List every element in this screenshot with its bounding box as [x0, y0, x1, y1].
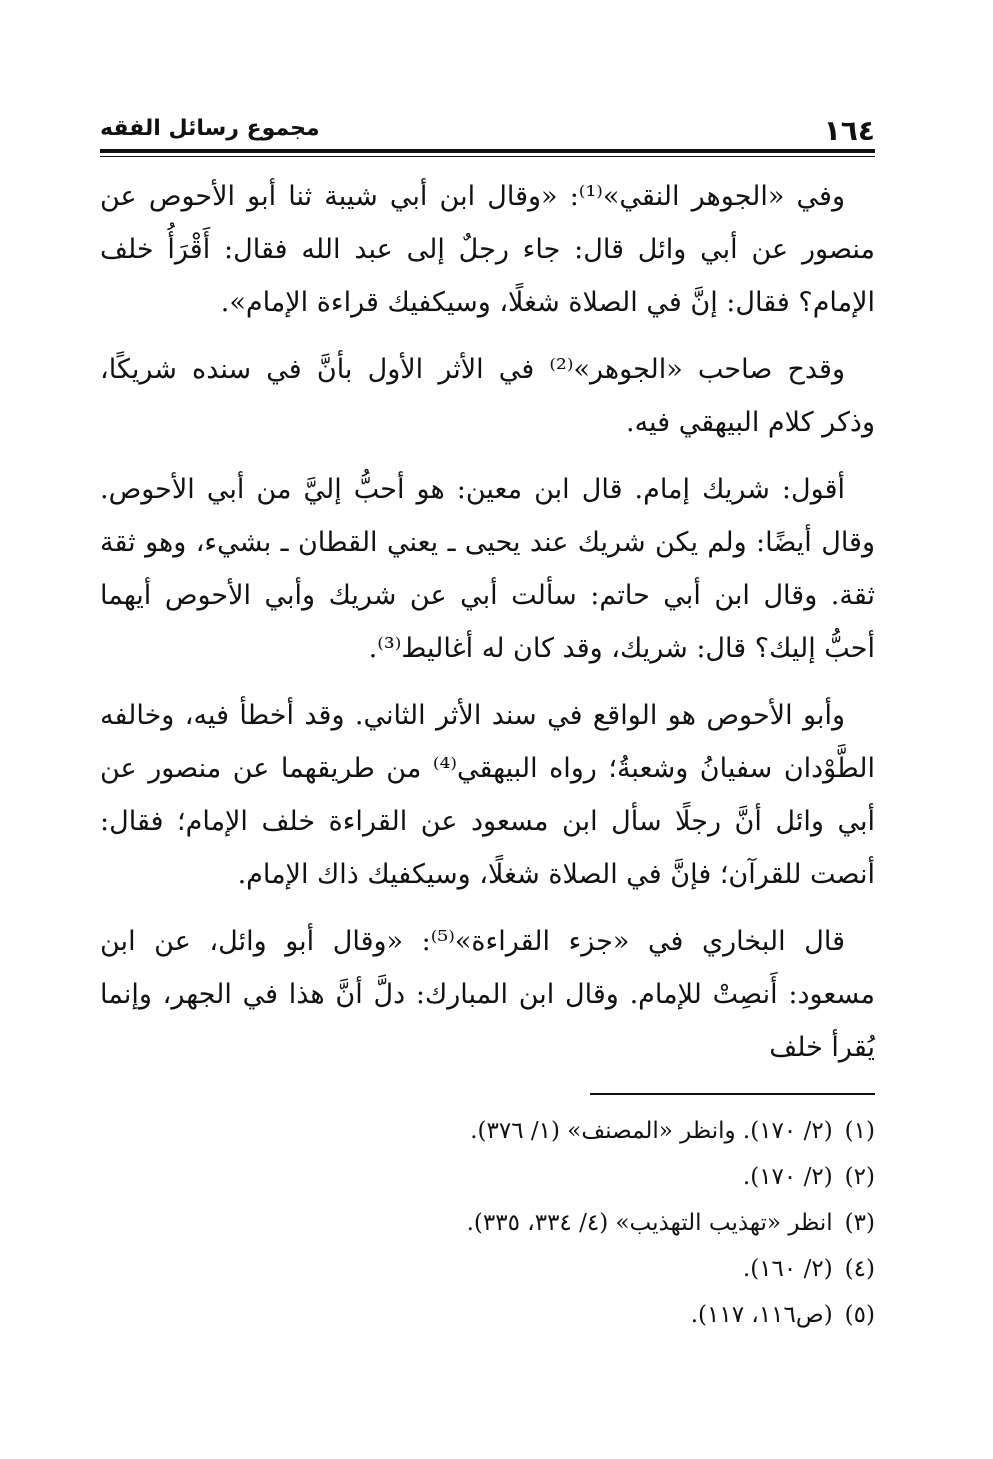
footnote [300, 1292, 875, 1338]
footnote-number: (٣) [844, 1210, 875, 1236]
paragraph: أقول: شريك إمام. قال ابن معين: هو أحبُّ إليَّ من أبي الأحوص. وقال أيضًا: ولم يكن شريك عند يحيى ـ يعني القطان ـ بشيء، وهو ثقة ثقة. وقال ابن أبي حاتم: سألت أبي عن شريك وأبي الأحوص أيهما أحبُّ إليك؟ قال: شريك، وقد كان له أغاليط⁽³⁾. [100, 474, 875, 664]
footnote-number: (٤) [844, 1256, 875, 1282]
header-rule-thin [100, 156, 875, 157]
footnote [300, 1246, 875, 1292]
running-title: مجموع رسائل الفقه [100, 116, 320, 141]
page-header [100, 112, 875, 146]
footnote-number: (١) [844, 1118, 875, 1144]
footnote-number: (٥) [844, 1302, 875, 1328]
footnote-text: انظر «تهذيب التهذيب» (٤/ ٣٣٤، ٣٣٥). [466, 1210, 833, 1236]
main-text [100, 170, 875, 1088]
footnote [300, 1108, 875, 1154]
paragraph: وفي «الجوهر النقي»⁽¹⁾: «وقال ابن أبي شيبة ثنا أبو الأحوص عن منصور عن أبي وائل قال: جاء رجلٌ إلى عبد الله فقال: أَقْرَأُ خلف الإمام؟ فقال: إنَّ في الصلاة شغلًا، وسيكفيك قراءة الإمام». [100, 181, 875, 318]
footnote-separator [590, 1093, 875, 1095]
footnotes [300, 1108, 875, 1338]
paragraph: قال البخاري في «جزء القراءة»⁽⁵⁾: «وقال أبو وائل، عن ابن مسعود: أَنصِتْ للإمام. وقال ابن المبارك: دلَّ أنَّ هذا في الجهر، وإنما يُقرأ خلف [100, 926, 875, 1063]
header-rule-thick [100, 149, 875, 153]
footnote-text: (ص١١٦، ١١٧). [690, 1302, 833, 1328]
footnote [300, 1154, 875, 1200]
footnote-number: (٢) [844, 1164, 875, 1190]
footnote-text: (٢/ ١٧٠). [742, 1164, 833, 1190]
footnote-text: (٢/ ١٧٠). وانظر «المصنف» (١/ ٣٧٦). [470, 1118, 833, 1144]
paragraph: وأبو الأحوص هو الواقع في سند الأثر الثاني. وقد أخطأ فيه، وخالفه الطَّوْدان سفيانُ وشعبةُ؛ رواه البيهقي⁽⁴⁾ من طريقهما عن منصور عن أبي وائل أنَّ رجلًا سأل ابن مسعود عن القراءة خلف الإمام؛ فقال: أنصت للقرآن؛ فإنَّ في الصلاة شغلًا، وسيكفيك ذاك الإمام. [100, 700, 875, 890]
footnote [300, 1200, 875, 1246]
page-number: ١٦٤ [823, 114, 875, 147]
paragraph: وقدح صاحب «الجوهر»⁽²⁾ في الأثر الأول بأنَّ في سنده شريكًا، وذكر كلام البيهقي فيه. [100, 354, 875, 438]
footnote-text: (٢/ ١٦٠). [742, 1256, 833, 1282]
